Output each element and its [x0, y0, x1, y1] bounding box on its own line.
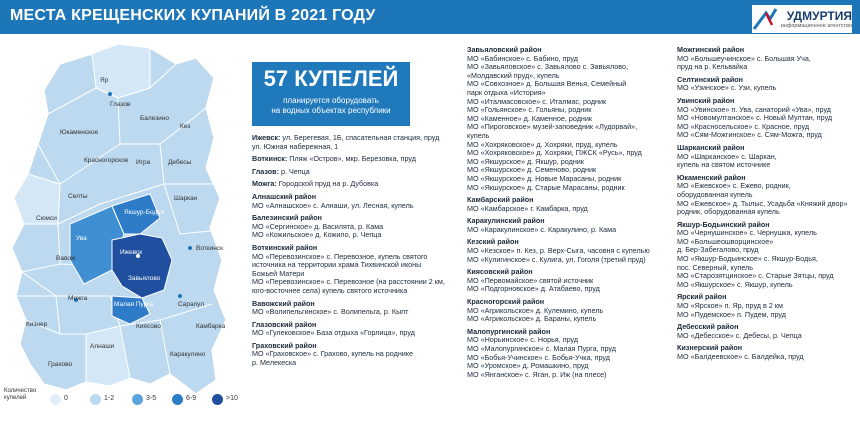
map-label-sarapul: Сарапул	[178, 301, 205, 308]
city-text-izhevsk-1: ул. Берегевая, 1Б, спасательная станция, пруд	[280, 133, 440, 142]
district-block-sharkansky	[677, 144, 857, 170]
map-label-balezino: Балезино	[140, 115, 169, 122]
district-line: МО «Узинское» с. Узи, купель	[677, 83, 777, 93]
map-label-votkinsk: Воткинск	[196, 245, 223, 252]
district-block-balezinsky	[252, 214, 452, 240]
district-line: МО «Большеучинское» с. Большая Уча,	[677, 53, 811, 63]
map-city-sarapul	[178, 294, 182, 298]
city-head-mozhga: Можга:	[252, 179, 277, 189]
city-text-mozhga: Городской пруд на р. Дубовка	[276, 179, 379, 189]
count-subtitle-line-1: планируется оборудовать	[283, 96, 379, 105]
district-block-kambarsky	[467, 196, 667, 213]
district-line: МО «Норьинское» с. Норья, пруд	[467, 335, 579, 345]
map-label-yar: Яр	[100, 77, 109, 84]
district-line: МО «Ежевское» д. Тылыс, Усадьба «Княжий двор»	[677, 198, 848, 208]
district-line: МО «Граховское» с. Грахово, купель на роднике	[252, 349, 414, 359]
district-head-kiyasovsky: Киясовский район	[467, 267, 533, 277]
brand-name: УДМУРТИЯ	[786, 9, 852, 23]
district-line: «Молдавский пруд», купель	[467, 70, 560, 80]
district-head-votkinsky: Воткинский район	[252, 242, 318, 252]
district-line: МО «Янганское» с. Яган, р. Иж (на плесе)	[467, 369, 607, 379]
district-line: МО «Завьяловское» с. Завьялово с. Завьялово,	[467, 62, 628, 72]
district-line: р. Мелекеска	[252, 358, 297, 368]
district-line: МО «Ярское» п. Яр, пруд в 2 км	[677, 301, 783, 311]
map-label-karakulino: Каракулино	[170, 351, 206, 358]
district-head-kiznersky: Кизнерский район	[677, 343, 743, 353]
district-head-kezsky: Кезский район	[467, 237, 519, 247]
page-title: МЕСТА КРЕЩЕНСКИХ КУПАНИЙ В 2021 ГОДУ	[10, 7, 376, 24]
district-block-uvinsky	[677, 97, 857, 140]
district-line: МО «Красносельское» с. Красное, пруд	[677, 121, 810, 131]
district-line: МО «Перевозинское» с. Перевозное, купель святого	[252, 251, 428, 261]
district-block-karakulinsky	[467, 217, 667, 234]
district-line: МО «Дебесское» с. Дебесы, р. Чепца	[677, 330, 802, 340]
district-line: МО «Якшурское» д. Новые Марасаны, родник	[467, 173, 622, 183]
map-label-debesy: Дебесы	[168, 159, 192, 166]
district-line: МО «Алнашское» с. Алнаши, ул. Лесная, купель	[252, 200, 414, 210]
district-block-votkinsky	[252, 244, 452, 296]
district-line: юго-восточнее села) купель святого источника	[252, 285, 408, 295]
district-line: оборудованная купель	[677, 189, 753, 199]
map-label-malaya-purga: Малая Пурга	[114, 301, 154, 308]
legend-label-3: 6-9	[186, 395, 197, 402]
district-line: МО «Якшурское» д. Семеново, родник	[467, 165, 597, 175]
district-line: МО «Якшурское» с. Якшур, купель	[677, 279, 793, 289]
district-line: МО «Италмасовское» с. Италмас, родник	[467, 96, 607, 106]
count-headline: 57 КУПЕЛЕЙ	[263, 66, 399, 91]
map-label-igra: Игра	[136, 159, 151, 166]
district-line: пруд на р. Кельвайка	[677, 62, 748, 72]
district-line: купель	[467, 130, 490, 140]
city-block-izhevsk	[252, 134, 452, 151]
legend-dot-4	[212, 394, 223, 405]
district-line: парк отдыха «История»	[467, 87, 546, 97]
district-head-grakhovsky: Граховский район	[252, 340, 317, 350]
count-banner	[252, 62, 410, 126]
map-label-grakhovo: Грахово	[48, 361, 73, 368]
district-head-sharkansky: Шарканский район	[677, 142, 745, 152]
district-head-karakulinsky: Каракулинский район	[467, 216, 545, 226]
map-label-uva: Ува	[76, 235, 87, 242]
district-head-uvinsky: Увинский район	[677, 95, 735, 105]
map-label-syumsi: Сюмси	[36, 215, 57, 222]
district-block-yarsky	[677, 293, 857, 319]
district-line: МО «Перевозинское» с. Перевозное (на расстоянии 2 км,	[252, 277, 445, 287]
district-line: МО «Старозятцинское» с. Старые Зятцы, пруд	[677, 271, 834, 281]
district-block-yukamensky	[677, 174, 857, 217]
map-label-kizner: Кизнер	[26, 321, 48, 328]
district-line: МО «Якшурское» д. Старые Марасаны, родник	[467, 182, 625, 192]
district-block-debessky	[677, 323, 857, 340]
district-block-mozhginsky	[677, 46, 857, 72]
count-subtitle	[252, 96, 410, 116]
map-label-krasnogorskoe: Красногорское	[84, 157, 129, 164]
district-head-seltinsky: Селтинский район	[677, 74, 744, 84]
district-head-yakshurbodinsky: Якшур-Бодьинский район	[677, 219, 770, 229]
city-text-izhevsk-2: ул. Южная набережная, 1	[252, 141, 339, 151]
map-label-sharkan: Шаркан	[174, 195, 198, 202]
district-line: МО «Каменное» д. Каменное, родник	[467, 113, 593, 123]
district-line: МО «Бабинское» с. Бабино, пруд	[467, 53, 578, 63]
map-label-zavyalovo: Завьялово	[128, 275, 161, 282]
region-map	[0, 34, 250, 418]
district-block-kezsky	[467, 238, 667, 264]
district-line: МО «Каракулинское» с. Каракулино, р. Кама	[467, 224, 617, 234]
map-label-alnashi: Алнаши	[90, 343, 115, 350]
district-line: МО «Большеошворцинское»	[677, 236, 774, 246]
legend-label-0: 0	[64, 395, 68, 402]
list-column-1	[252, 134, 452, 372]
district-line: Божьей Матери	[252, 268, 305, 278]
map-city-votkinsk	[188, 246, 192, 250]
district-line: МО «Новомултанское» с. Новый Мултан, пруд	[677, 113, 833, 123]
district-head-debessky: Дебесский район	[677, 322, 739, 332]
district-line: МО «Гулековское» База отдыха «Горлица», пруд	[252, 328, 415, 338]
district-line: д. Бер-Забегалово, пруд	[677, 245, 759, 255]
map-label-seltyi: Селты	[68, 193, 88, 200]
district-block-vavozhsky	[252, 300, 452, 317]
district-head-alnashsky: Алнашский район	[252, 191, 317, 201]
map-city-glazov	[108, 92, 112, 96]
list-column-2	[467, 46, 667, 383]
district-line: МО «Балдеевское» с. Балдейка, пруд	[677, 352, 804, 361]
district-head-balezinsky: Балезинский район	[252, 213, 322, 223]
list-column-3	[677, 46, 857, 366]
city-head-votkinsk: Воткинск:	[252, 154, 288, 164]
district-line: МО «Чернушинское» с. Чернушка, купель	[677, 228, 817, 238]
city-block-glazov	[252, 168, 452, 177]
district-block-krasnogorsky	[467, 298, 667, 324]
district-line: МО «Камбарское» г. Камбарка, пруд	[467, 203, 588, 213]
map-label-kez: Кез	[180, 123, 191, 130]
map-label-izhevsk: Ижевск	[120, 249, 143, 256]
district-block-kiznersky	[677, 344, 857, 361]
map-label-kiyasovo: Киясово	[136, 323, 161, 330]
legend-label-4: >10	[226, 395, 238, 402]
district-line: МО «Шарканское» с. Шаркан,	[677, 151, 777, 161]
district-line: купель на святом источнике	[677, 160, 771, 170]
district-block-alnashsky	[252, 193, 452, 210]
legend-title: Количество купелей	[4, 388, 37, 401]
district-block-malopurginsky	[467, 328, 667, 380]
district-block-grakhovsky	[252, 342, 452, 368]
district-line: источника на территории храма Тихвинской иконы	[252, 260, 422, 270]
city-head-glazov: Глазов:	[252, 166, 279, 176]
legend-label-2: 3-5	[146, 395, 157, 402]
district-head-yarsky: Ярский район	[677, 292, 727, 302]
district-line: МО «Агрикольское» д. Бараны, купель	[467, 314, 597, 324]
district-line: МО «Первомайское» святой источник	[467, 275, 594, 285]
district-line: МО «Сям-Можгинское» с. Сям-Можга, пруд	[677, 130, 822, 140]
district-line: родник, оборудованная купель	[677, 207, 780, 217]
legend-dot-2	[132, 394, 143, 405]
map-label-glazov: Глазов	[110, 101, 131, 108]
city-text-votkinsk: Пляж «Остров», мкр. Березовка, пруд	[287, 154, 416, 164]
district-line: МО «Совхозное» д. Большая Венья, Семейный	[467, 79, 627, 89]
district-head-krasnogorsky: Красногорский район	[467, 297, 545, 307]
brand-logo	[752, 5, 852, 33]
district-line: МО «Волипельгинское» с. Волипельга, р. Кыпт	[252, 307, 409, 317]
legend-dot-1	[90, 394, 101, 405]
district-line: МО «Сергинское» д. Василята, р. Кама	[252, 221, 384, 231]
district-block-kiyasovsky	[467, 268, 667, 294]
district-line: МО «Пироговское» музей-заповедник «Лудорвай»,	[467, 122, 638, 132]
district-line: МО «Якшур-Бодьинское» с. Якшур-Бодья,	[677, 254, 818, 264]
map-label-vavozh: Вавож	[56, 255, 76, 262]
district-line: МО «Пудемское» п. Пудем, пруд	[677, 309, 786, 319]
district-block-zavyalovsky	[467, 46, 667, 192]
district-line: МО «Кожильское» д. Кожило, р. Чепца	[252, 230, 382, 240]
district-line: МО «Малопургинское» с. Малая Пурга, пруд	[467, 344, 616, 353]
map-label-mozhga: Можга	[68, 295, 88, 302]
district-line: МО «Якшурское» д. Якшур, родник	[467, 156, 584, 166]
district-head-zavyalovsky: Завьяловский район	[467, 45, 542, 54]
city-block-mozhga	[252, 180, 452, 189]
district-line: МО «Хохряковское» д. Хохряки, пруд, купель	[467, 139, 618, 149]
district-line: МО «Кулигинское» с. Кулига, ул. Гоголя (третий пруд)	[467, 254, 646, 264]
district-line: МО «Бобья-Учинское» с. Бобья-Учка, пруд	[467, 352, 610, 362]
district-line: МО «Подгорновское» д. Атабаево, пруд	[467, 284, 600, 294]
legend-dot-3	[172, 394, 183, 405]
district-head-kambarsky: Камбарский район	[467, 195, 534, 205]
city-head-izhevsk: Ижевск:	[252, 133, 281, 142]
city-block-votkinsk	[252, 155, 452, 164]
district-head-mozhginsky: Можгинский район	[677, 45, 745, 54]
district-line: МО «Кезское» п. Кез, р. Верх-Сыга, часовня с купелью	[467, 246, 650, 256]
map-svg	[0, 34, 250, 418]
district-block-seltinsky	[677, 76, 857, 93]
district-line: МО «Хохряковское» д. Хохряки, ПЖСК «Русь», пруд	[467, 148, 642, 158]
district-head-malopurginsky: Малопургинский район	[467, 326, 551, 336]
district-block-yakshurbodinsky	[677, 221, 857, 290]
city-text-glazov: р. Чепца	[278, 166, 310, 176]
header-bar	[0, 0, 860, 34]
map-label-yukamenskoe: Юкаменское	[60, 129, 99, 136]
district-head-glazovsky: Глазовский район	[252, 319, 317, 329]
legend-label-1: 1-2	[104, 395, 115, 402]
district-head-vavozhsky: Вавожский район	[252, 298, 315, 308]
count-subtitle-line-2: на водных объектах республики	[271, 106, 391, 115]
map-legend	[4, 386, 250, 414]
district-line: МО «Агрикольское» д. Кулемино, купель	[467, 305, 604, 315]
district-block-glazovsky	[252, 321, 452, 338]
district-line: МО «Увинское» п. Ува, санаторий «Ува», пруд	[677, 104, 831, 114]
district-line: пос. Северный, купель	[677, 262, 753, 272]
district-head-yukamensky: Юкаменский район	[677, 172, 746, 182]
brand-subtitle: информационное агентство	[780, 23, 852, 29]
legend-dot-0	[50, 394, 61, 405]
map-label-kambarka: Камбарка	[196, 323, 226, 330]
district-line: МО «Ежевское» с. Ежево, родник,	[677, 181, 791, 191]
district-line: МО «Уромское» д. Ромашкино, пруд	[467, 361, 589, 371]
district-line: МО «Гольянское» с. Гольяны, родник	[467, 105, 592, 115]
brand-mark-icon	[752, 5, 782, 31]
map-label-yakshur-bodya: Якшур-Бодья	[124, 209, 165, 216]
